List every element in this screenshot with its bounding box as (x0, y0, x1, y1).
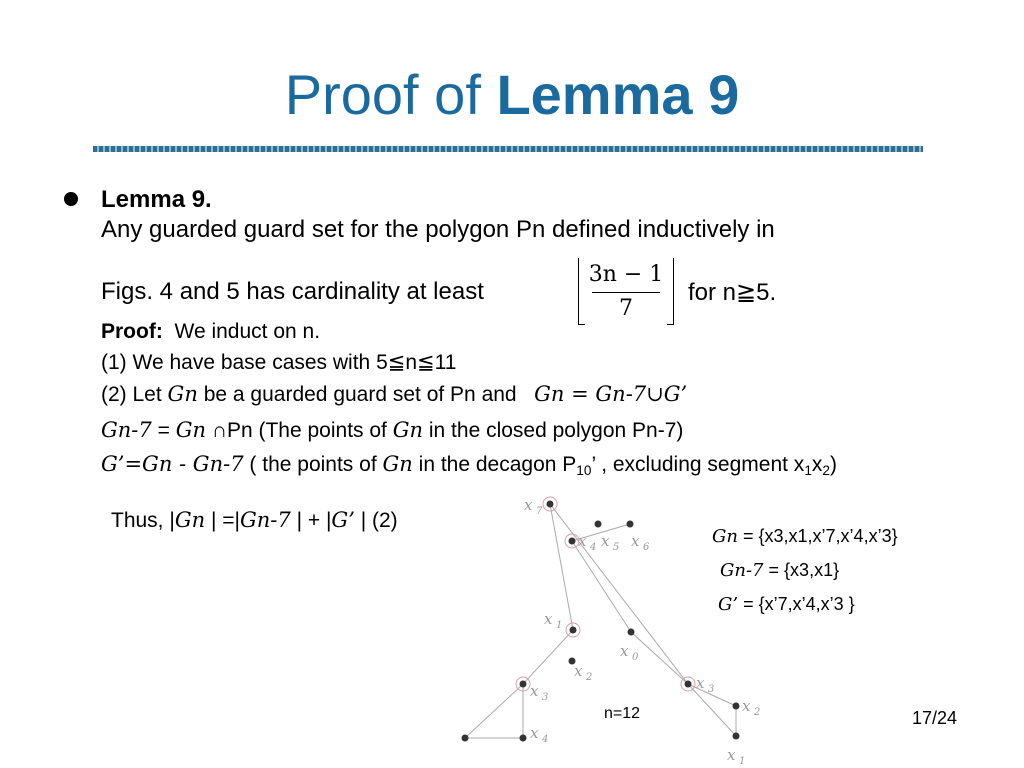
figure-n-label: n=12 (604, 705, 641, 722)
svg-text:7: 7 (536, 506, 543, 517)
svg-text:x: x (530, 724, 539, 742)
proof-step2: (2) Let Gn be a guarded guard set of Pn and Gn = Gn-7∪G’ (101, 382, 688, 406)
lemma-condition: for n≧5. (688, 279, 777, 306)
lemma-heading: Lemma 9. (101, 186, 212, 213)
svg-text:x: x (574, 662, 583, 680)
thus-equation: Thus, |Gn | =|Gn-7 | + |G’ | (2) (111, 508, 398, 532)
svg-text:5: 5 (613, 542, 620, 553)
title-plain: Proof of (284, 63, 497, 126)
svg-text:1: 1 (739, 756, 746, 767)
svg-text:3: 3 (708, 684, 715, 695)
svg-text:3: 3 (542, 692, 549, 703)
proof-intro: We induct on n. (174, 320, 321, 343)
svg-text:2: 2 (754, 707, 761, 718)
set-gprime: G’ = {x’7,x’4,x’3 } (718, 594, 855, 615)
proof-label: Proof: (101, 320, 163, 343)
svg-text:x: x (742, 697, 751, 715)
lemma-line2: Figs. 4 and 5 has cardinality at least (101, 278, 484, 305)
proof-line4: Gn-7 = Gn ∩Pn (The points of Gn in the closed polygon Pn-7) (101, 418, 684, 442)
proof-line5: G’=Gn - Gn-7 ( the points of Gn in the decagon $P_{10}$’ , excluding segment $x_1x_2$) (101, 452, 837, 479)
svg-text:x: x (696, 674, 705, 692)
svg-text:x: x (727, 746, 736, 764)
svg-text:x: x (620, 642, 629, 660)
svg-text:x: x (530, 682, 539, 700)
svg-text:2: 2 (586, 672, 593, 683)
svg-text:x: x (578, 532, 587, 550)
proof-step1: (1) We have base cases with 5≦n≦11 (101, 351, 457, 374)
title-bold: Lemma 9 (496, 63, 740, 126)
lemma-line1: Any guarded guard set for the polygon Pn defined inductively in (101, 216, 775, 243)
svg-text:4: 4 (542, 734, 549, 745)
set-gn7: Gn-7 = {x3,x1} (720, 560, 840, 581)
svg-text:x: x (544, 610, 553, 628)
svg-text:x: x (631, 532, 640, 550)
svg-text:1: 1 (556, 620, 563, 631)
fraction-denominator: 7 (619, 296, 633, 321)
svg-text:4: 4 (590, 542, 597, 553)
svg-text:x: x (601, 532, 610, 550)
set-gn: Gn = {x3,x1,x’7,x’4,x’3} (712, 526, 898, 547)
svg-text:0: 0 (632, 652, 639, 663)
svg-text:x: x (524, 496, 533, 514)
fraction-numerator: 3n − 1 (588, 262, 664, 287)
page-number: 17/24 (912, 708, 958, 728)
svg-text:6: 6 (643, 542, 650, 553)
